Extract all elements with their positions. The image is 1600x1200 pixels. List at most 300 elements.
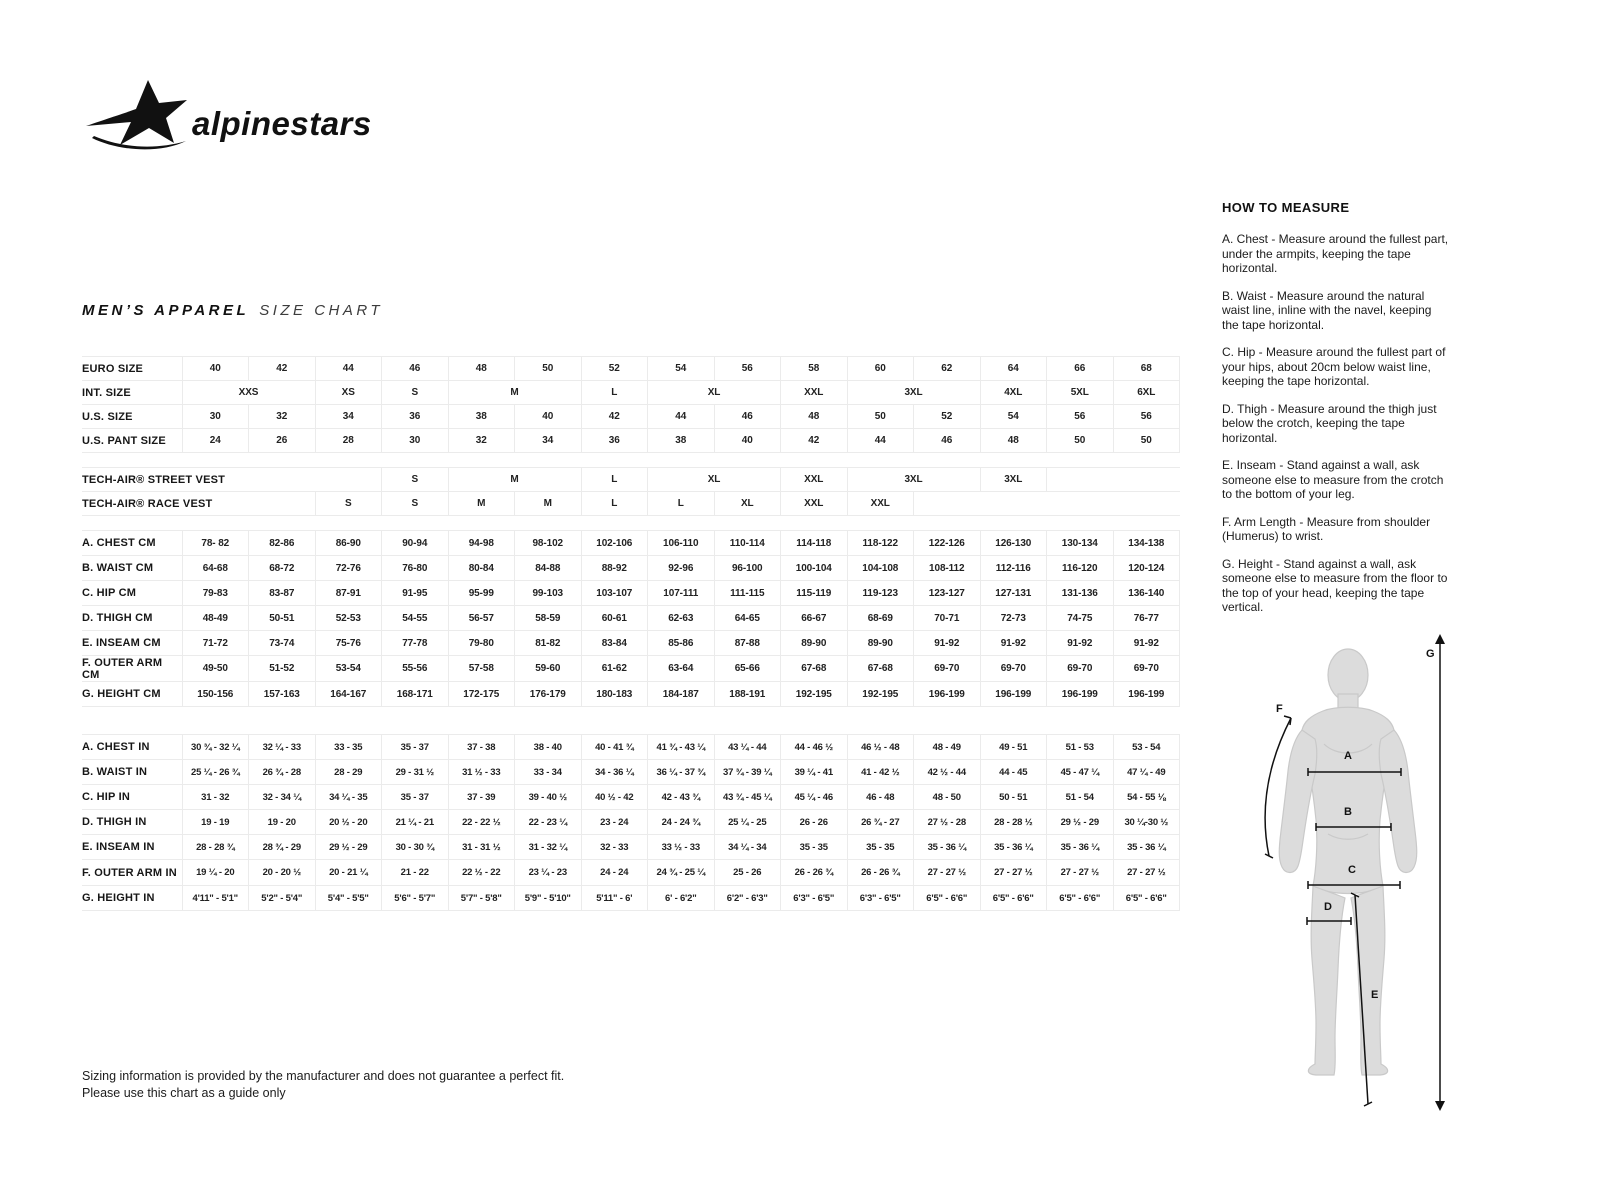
size-cell: 76-80 [382, 556, 449, 581]
size-cell: 41 ¾ - 43 ¼ [648, 735, 715, 760]
size-cell: 6'5" - 6'6" [1047, 886, 1114, 911]
row-label: A. CHEST CM [82, 531, 182, 556]
size-cell: 40 [515, 405, 582, 429]
size-cell: 32 [249, 405, 316, 429]
size-cell: 51 - 54 [1047, 785, 1114, 810]
size-cell: 192-195 [847, 682, 914, 707]
size-cell: 85-86 [648, 631, 715, 656]
measure-instruction-thigh: D. Thigh - Measure around the thigh just below the crotch, keeping the tape horizontal. [1222, 401, 1437, 445]
size-cell: 27 - 27 ½ [1047, 860, 1114, 886]
size-cell: 24 ¾ - 25 ¼ [648, 860, 715, 886]
size-cell: 5'6" - 5'7" [382, 886, 449, 911]
size-cell: XXL [781, 468, 848, 492]
size-cell: 60 [847, 357, 914, 381]
size-cell: 196-199 [980, 682, 1047, 707]
diagram-label-arm: F [1276, 703, 1283, 715]
measure-instruction-height: G. Height - Stand against a wall, ask someone else to measure from the floor to the top of your head, keeping the tape vertical. [1222, 556, 1448, 614]
size-cell: 34 [315, 405, 382, 429]
size-cell: 27 - 27 ½ [980, 860, 1047, 886]
size-cell: 58 [781, 357, 848, 381]
size-cell: 31 - 32 [182, 785, 249, 810]
size-cell: 196-199 [914, 682, 981, 707]
size-cell: 35 - 35 [781, 835, 848, 860]
size-cell: 6'5" - 6'6" [914, 886, 981, 911]
size-cell: 107-111 [648, 581, 715, 606]
size-cell: 22 - 22 ½ [448, 810, 515, 835]
size-cell: 62-63 [648, 606, 715, 631]
measure-instruction-waist: B. Waist - Measure around the natural waist line, inline with the navel, keeping the tape horizontal. [1222, 288, 1432, 332]
size-cell: 40 [714, 429, 781, 453]
size-cell: 61-62 [581, 656, 648, 682]
size-cell: 31 ½ - 33 [448, 760, 515, 785]
size-cell: 23 ¼ - 23 [515, 860, 582, 886]
size-cell: 64-68 [182, 556, 249, 581]
size-cell: 71-72 [182, 631, 249, 656]
size-cell: 98-102 [515, 531, 582, 556]
size-cell: 82-86 [249, 531, 316, 556]
size-cell: 43 ¾ - 45 ¼ [714, 785, 781, 810]
size-cell: 26 - 26 ¾ [781, 860, 848, 886]
size-cell: 21 - 22 [382, 860, 449, 886]
size-cell: 91-92 [980, 631, 1047, 656]
size-cell: 32 - 33 [581, 835, 648, 860]
size-cell: 87-88 [714, 631, 781, 656]
size-cell: 68-69 [847, 606, 914, 631]
size-cell: 77-78 [382, 631, 449, 656]
size-cell: 35 - 36 ¼ [914, 835, 981, 860]
size-cell: 47 ¼ - 49 [1113, 760, 1180, 785]
size-cell: 19 ¼ - 20 [182, 860, 249, 886]
size-cell: 29 ½ - 29 [315, 835, 382, 860]
size-cell: 96-100 [714, 556, 781, 581]
size-cell: 37 ¾ - 39 ¼ [714, 760, 781, 785]
size-cell: 83-84 [581, 631, 648, 656]
measure-instruction-inseam: E. Inseam - Stand against a wall, ask someone else to measure from the crotch to the bottom of your leg. [1222, 458, 1444, 501]
size-cell: 6'5" - 6'6" [980, 886, 1047, 911]
size-cell: 19 - 19 [182, 810, 249, 835]
size-cell: 130-134 [1047, 531, 1114, 556]
size-cell: 44 - 46 ½ [781, 735, 848, 760]
size-cell: 30 - 30 ¾ [382, 835, 449, 860]
size-cell: 115-119 [781, 581, 848, 606]
size-cell: 27 - 27 ½ [1113, 860, 1180, 886]
size-cell: 196-199 [1113, 682, 1180, 707]
size-cell: 127-131 [980, 581, 1047, 606]
size-cell: 63-64 [648, 656, 715, 682]
size-cell: 5'9" - 5'10" [515, 886, 582, 911]
size-cell: 27 - 27 ½ [914, 860, 981, 886]
star-icon [86, 80, 187, 149]
size-cell: 126-130 [980, 531, 1047, 556]
row-label: C. HIP CM [82, 581, 182, 606]
size-cell: 37 - 38 [448, 735, 515, 760]
size-cell: 25 - 26 [714, 860, 781, 886]
size-cell: 5'2" - 5'4" [249, 886, 316, 911]
size-cell: 39 ¼ - 41 [781, 760, 848, 785]
size-cell: 79-80 [448, 631, 515, 656]
size-cell: 66-67 [781, 606, 848, 631]
size-cell: 123-127 [914, 581, 981, 606]
size-cell: XL [648, 381, 781, 405]
size-cell: 91-95 [382, 581, 449, 606]
size-cell: 28 - 28 ¾ [182, 835, 249, 860]
size-cell: 95-99 [448, 581, 515, 606]
size-cell: 68-72 [249, 556, 316, 581]
size-cell: 114-118 [781, 531, 848, 556]
size-cell: 48-49 [182, 606, 249, 631]
size-cell: 72-73 [980, 606, 1047, 631]
size-cell: 28 ¾ - 29 [249, 835, 316, 860]
size-cell: 34 ¼ - 35 [315, 785, 382, 810]
size-cell: 4'11" - 5'1" [182, 886, 249, 911]
size-cell: 73-74 [249, 631, 316, 656]
size-cell: 32 - 34 ¼ [249, 785, 316, 810]
row-label: E. INSEAM CM [82, 631, 182, 656]
size-cell: 6'2" - 6'3" [714, 886, 781, 911]
brand-wordmark: alpinestars [192, 105, 372, 142]
size-cell: 75-76 [315, 631, 382, 656]
height-arrow-top [1435, 634, 1445, 644]
size-cell: 56 [1113, 405, 1180, 429]
table-spacer [82, 516, 1180, 531]
size-cell: 3XL [847, 381, 980, 405]
size-cell: 40 - 41 ¾ [581, 735, 648, 760]
row-label: A. CHEST IN [82, 735, 182, 760]
row-label: U.S. PANT SIZE [82, 429, 182, 453]
size-cell: 52-53 [315, 606, 382, 631]
size-cell: 45 - 47 ¼ [1047, 760, 1114, 785]
size-cell: 26 - 26 ¾ [847, 860, 914, 886]
row-label: G. HEIGHT IN [82, 886, 182, 911]
size-cell: 40 ½ - 42 [581, 785, 648, 810]
size-cell: 36 [382, 405, 449, 429]
size-cell: 180-183 [581, 682, 648, 707]
size-cell: S [382, 492, 449, 516]
size-cell: 48 - 50 [914, 785, 981, 810]
size-cell: 39 - 40 ½ [515, 785, 582, 810]
size-cell: 44 [315, 357, 382, 381]
size-cell: 20 - 20 ½ [249, 860, 316, 886]
size-cell: 24 [182, 429, 249, 453]
size-cell: 91-92 [1113, 631, 1180, 656]
size-cell: 36 [581, 429, 648, 453]
size-cell: 46 [714, 405, 781, 429]
size-cell: 31 - 32 ¼ [515, 835, 582, 860]
size-cell: 6'5" - 6'6" [1113, 886, 1180, 911]
size-cell: 31 - 31 ½ [448, 835, 515, 860]
size-cell: 51-52 [249, 656, 316, 682]
size-cell: 38 - 40 [515, 735, 582, 760]
size-cell: 112-116 [980, 556, 1047, 581]
size-cell: 192-195 [781, 682, 848, 707]
size-cell: 3XL [980, 468, 1047, 492]
size-cell: 44 [847, 429, 914, 453]
size-chart-table [82, 356, 1180, 911]
table-spacer [82, 453, 1180, 468]
row-label: C. HIP IN [82, 785, 182, 810]
size-cell: 54 [648, 357, 715, 381]
size-cell: L [581, 492, 648, 516]
size-cell: 54 [980, 405, 1047, 429]
size-cell: 103-107 [581, 581, 648, 606]
size-cell: 118-122 [847, 531, 914, 556]
body-silhouette [1279, 649, 1417, 1075]
size-cell: 20 - 21 ¼ [315, 860, 382, 886]
size-cell: 40 [182, 357, 249, 381]
size-cell: 42 [581, 405, 648, 429]
size-cell: 110-114 [714, 531, 781, 556]
size-cell: M [448, 381, 581, 405]
size-cell: XXL [781, 381, 848, 405]
size-cell: 102-106 [581, 531, 648, 556]
size-cell: 5'7" - 5'8" [448, 886, 515, 911]
size-cell: 122-126 [914, 531, 981, 556]
size-cell: 28 - 29 [315, 760, 382, 785]
size-cell: S [382, 468, 449, 492]
diagram-label-chest: A [1344, 750, 1352, 762]
size-cell: 79-83 [182, 581, 249, 606]
size-cell: 50 [1047, 429, 1114, 453]
size-cell: 32 [448, 429, 515, 453]
size-cell: 69-70 [914, 656, 981, 682]
size-cell: 35 - 36 ¼ [1113, 835, 1180, 860]
size-cell: 100-104 [781, 556, 848, 581]
size-cell: 108-112 [914, 556, 981, 581]
size-cell: 56 [714, 357, 781, 381]
size-cell: 104-108 [847, 556, 914, 581]
size-cell: 48 [448, 357, 515, 381]
size-cell: 50-51 [249, 606, 316, 631]
size-cell: 66 [1047, 357, 1114, 381]
size-cell: 34 ¼ - 34 [714, 835, 781, 860]
diagram-label-height: G [1426, 648, 1435, 660]
size-cell: 30 ¾ - 32 ¼ [182, 735, 249, 760]
size-cell: 78- 82 [182, 531, 249, 556]
row-label: F. OUTER ARM IN [82, 860, 182, 886]
size-cell: 46 [914, 429, 981, 453]
disclaimer-line-2: Please use this chart as a guide only [82, 1086, 286, 1100]
size-cell: 172-175 [448, 682, 515, 707]
size-cell: 38 [648, 429, 715, 453]
size-cell: 44 [648, 405, 715, 429]
empty-cell [1047, 468, 1180, 492]
size-cell: 33 - 35 [315, 735, 382, 760]
size-cell: 111-115 [714, 581, 781, 606]
row-label: EURO SIZE [82, 357, 182, 381]
size-cell: XXS [182, 381, 315, 405]
size-cell: 89-90 [847, 631, 914, 656]
size-cell: 76-77 [1113, 606, 1180, 631]
size-cell: 91-92 [1047, 631, 1114, 656]
body-diagram [1228, 618, 1548, 1118]
height-arrow-bottom [1435, 1101, 1445, 1111]
disclaimer-line-1: Sizing information is provided by the manufacturer and does not guarantee a perfect fit. [82, 1069, 565, 1083]
size-cell: 74-75 [1047, 606, 1114, 631]
size-cell: 34 - 36 ¼ [581, 760, 648, 785]
row-label: D. THIGH CM [82, 606, 182, 631]
size-cell: XL [714, 492, 781, 516]
row-label: E. INSEAM IN [82, 835, 182, 860]
size-cell: 50 - 51 [980, 785, 1047, 810]
size-cell: 184-187 [648, 682, 715, 707]
row-label: D. THIGH IN [82, 810, 182, 835]
row-label: F. OUTER ARM CM [82, 656, 182, 682]
size-cell: 56-57 [448, 606, 515, 631]
size-cell: 80-84 [448, 556, 515, 581]
size-cell: M [515, 492, 582, 516]
size-cell: 99-103 [515, 581, 582, 606]
size-cell: 52 [581, 357, 648, 381]
size-cell: 6' - 6'2" [648, 886, 715, 911]
size-cell: 25 ¼ - 25 [714, 810, 781, 835]
size-cell: 57-58 [448, 656, 515, 682]
size-cell: 150-156 [182, 682, 249, 707]
size-cell: 5'11" - 6' [581, 886, 648, 911]
size-cell: 64-65 [714, 606, 781, 631]
size-cell: 55-56 [382, 656, 449, 682]
size-cell: 49-50 [182, 656, 249, 682]
size-cell: 48 [980, 429, 1047, 453]
size-cell: 35 - 35 [847, 835, 914, 860]
size-cell: 41 - 42 ½ [847, 760, 914, 785]
row-label: INT. SIZE [82, 381, 182, 405]
row-label: G. HEIGHT CM [82, 682, 182, 707]
size-cell: 116-120 [1047, 556, 1114, 581]
size-cell: 70-71 [914, 606, 981, 631]
size-cell: 45 ¼ - 46 [781, 785, 848, 810]
footer-disclaimer [82, 1068, 564, 1102]
size-cell: 83-87 [249, 581, 316, 606]
size-cell: 30 [182, 405, 249, 429]
size-cell: 44 - 45 [980, 760, 1047, 785]
size-cell: 120-124 [1113, 556, 1180, 581]
size-cell: 81-82 [515, 631, 582, 656]
size-cell: 19 - 20 [249, 810, 316, 835]
size-cell: 29 - 31 ½ [382, 760, 449, 785]
size-cell: 54-55 [382, 606, 449, 631]
size-cell: 67-68 [847, 656, 914, 682]
size-cell: 37 - 39 [448, 785, 515, 810]
size-cell: 24 - 24 [581, 860, 648, 886]
size-cell: 176-179 [515, 682, 582, 707]
size-cell: M [448, 468, 581, 492]
size-cell: 46 - 48 [847, 785, 914, 810]
size-cell: XXL [781, 492, 848, 516]
size-cell: 35 - 36 ¼ [980, 835, 1047, 860]
title-sub: SIZE CHART [259, 302, 384, 319]
size-cell: 87-91 [315, 581, 382, 606]
size-cell: 92-96 [648, 556, 715, 581]
size-cell: 26 ¾ - 27 [847, 810, 914, 835]
size-cell: XL [648, 468, 781, 492]
size-cell: 30 ¼-30 ½ [1113, 810, 1180, 835]
size-cell: 35 - 37 [382, 735, 449, 760]
row-label: U.S. SIZE [82, 405, 182, 429]
size-cell: 26 - 26 [781, 810, 848, 835]
size-cell: 34 [515, 429, 582, 453]
size-cell: L [581, 468, 648, 492]
row-label: TECH-AIR® STREET VEST [82, 468, 182, 492]
size-cell: 43 ¼ - 44 [714, 735, 781, 760]
size-cell: 50 [847, 405, 914, 429]
size-cell: 131-136 [1047, 581, 1114, 606]
size-cell: 53 - 54 [1113, 735, 1180, 760]
size-cell: 59-60 [515, 656, 582, 682]
measure-instruction-hip: C. Hip - Measure around the fullest part of your hips, about 20cm below waist line, keeping the tape horizontal. [1222, 345, 1446, 388]
size-cell: 42 [781, 429, 848, 453]
size-cell: 4XL [980, 381, 1047, 405]
size-cell: 69-70 [1113, 656, 1180, 682]
row-label: TECH-AIR® RACE VEST [82, 492, 182, 516]
size-cell: 22 ½ - 22 [448, 860, 515, 886]
size-cell: 52 [914, 405, 981, 429]
size-cell: 23 - 24 [581, 810, 648, 835]
size-cell: 35 - 37 [382, 785, 449, 810]
size-cell: 22 - 23 ¼ [515, 810, 582, 835]
size-cell: 28 - 28 ½ [980, 810, 1047, 835]
size-cell: 67-68 [781, 656, 848, 682]
size-cell: 49 - 51 [980, 735, 1047, 760]
size-cell: 65-66 [714, 656, 781, 682]
size-cell: M [448, 492, 515, 516]
size-cell: 5'4" - 5'5" [315, 886, 382, 911]
size-cell: 28 [315, 429, 382, 453]
size-cell: 46 [382, 357, 449, 381]
size-cell: 36 ¼ - 37 ¾ [648, 760, 715, 785]
size-cell: 56 [1047, 405, 1114, 429]
size-cell: 6'3" - 6'5" [847, 886, 914, 911]
size-cell: 5XL [1047, 381, 1114, 405]
size-cell: 26 [249, 429, 316, 453]
page-title [82, 302, 383, 319]
size-cell: 35 - 36 ¼ [1047, 835, 1114, 860]
size-cell: 69-70 [1047, 656, 1114, 682]
size-cell: 157-163 [249, 682, 316, 707]
measure-instruction-chest: A. Chest - Measure around the fullest part, under the armpits, keeping the tape horizontal. [1222, 232, 1449, 275]
size-cell: 6'3" - 6'5" [781, 886, 848, 911]
size-cell: 119-123 [847, 581, 914, 606]
size-cell: 20 ½ - 20 [315, 810, 382, 835]
size-cell: 50 [1113, 429, 1180, 453]
size-cell: 42 - 43 ¾ [648, 785, 715, 810]
measure-instruction-arm: F. Arm Length - Measure from shoulder (Humerus) to wrist. [1222, 514, 1431, 543]
diagram-label-waist: B [1344, 806, 1352, 818]
size-cell: 164-167 [315, 682, 382, 707]
how-to-measure-heading: HOW TO MEASURE [1222, 200, 1350, 215]
size-cell: 91-92 [914, 631, 981, 656]
size-cell: 136-140 [1113, 581, 1180, 606]
size-cell: 32 ¼ - 33 [249, 735, 316, 760]
size-cell: 33 ½ - 33 [648, 835, 715, 860]
size-cell: 48 - 49 [914, 735, 981, 760]
diagram-label-inseam: E [1371, 989, 1379, 1001]
size-cell: L [648, 492, 715, 516]
size-cell: 29 ½ - 29 [1047, 810, 1114, 835]
size-cell: 53-54 [315, 656, 382, 682]
size-cell: 38 [448, 405, 515, 429]
size-cell: 188-191 [714, 682, 781, 707]
size-cell: 58-59 [515, 606, 582, 631]
size-cell: 69-70 [980, 656, 1047, 682]
size-cell: 27 ½ - 28 [914, 810, 981, 835]
size-cell: 86-90 [315, 531, 382, 556]
size-cell: 64 [980, 357, 1047, 381]
size-cell: 6XL [1113, 381, 1180, 405]
size-cell: L [581, 381, 648, 405]
size-cell: XS [315, 381, 382, 405]
size-cell: 26 ¾ - 28 [249, 760, 316, 785]
size-cell: 42 [249, 357, 316, 381]
